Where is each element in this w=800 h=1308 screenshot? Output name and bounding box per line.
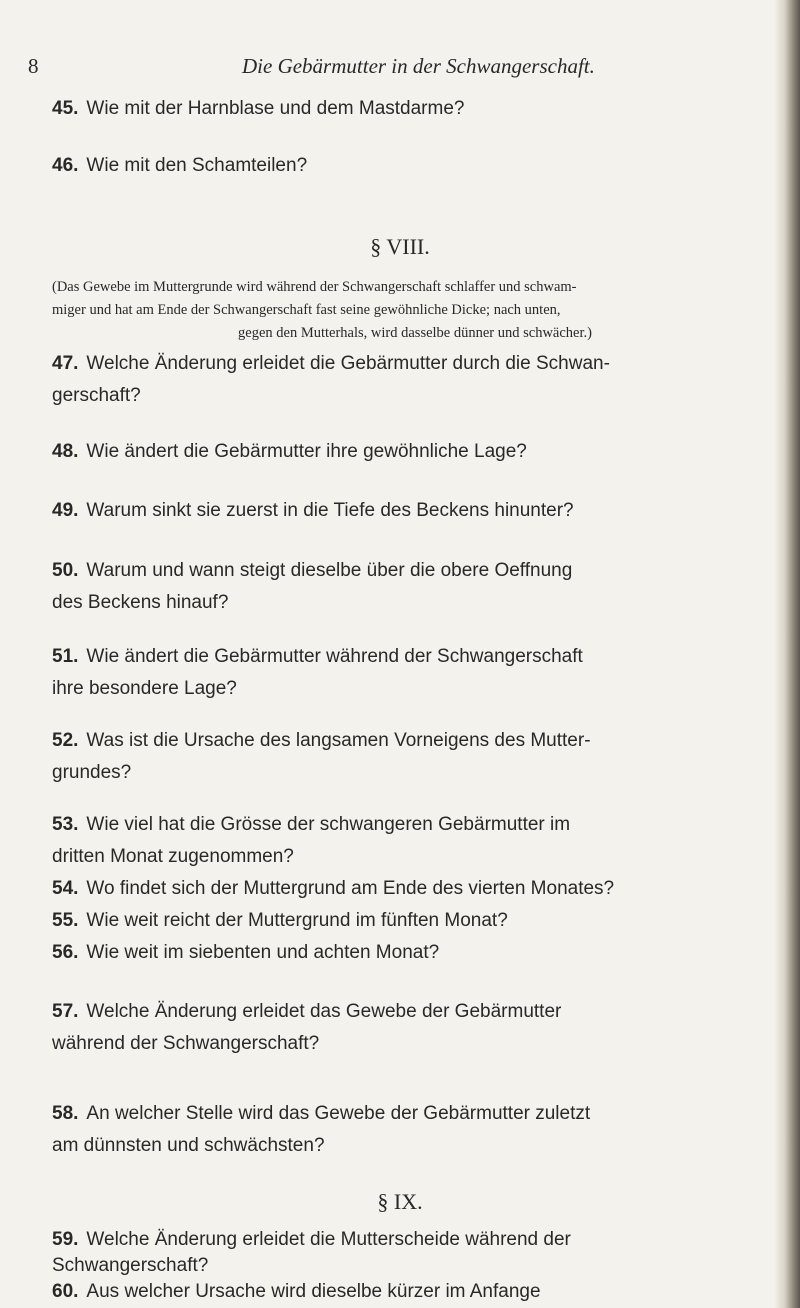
note-line-1-text: (Das Gewebe im Muttergrunde wird während der Schwangerschaft schlaffer und schwam-: [52, 279, 577, 295]
note-line-1: [52, 276, 778, 299]
question-text: Warum sinkt sie zuerst in die Tiefe des Beckens hinunter?: [86, 500, 574, 521]
question-49: [52, 495, 780, 527]
question-50: [52, 555, 780, 619]
note-line-2: [52, 299, 778, 322]
page-number: 8: [28, 54, 39, 78]
question-text: Aus welcher Ursache wird dieselbe kürzer im Anfange: [86, 1281, 541, 1302]
question-46: [52, 150, 780, 182]
question-text: Wie mit den Schamteilen?: [86, 155, 308, 176]
question-number: 53.: [52, 814, 79, 835]
question-text: An welcher Stelle wird das Gewebe der Gebärmutter zuletzt: [86, 1103, 591, 1124]
running-head: Die Gebärmutter in der Schwangerschaft.: [242, 54, 595, 78]
question-text: Wie ändert die Gebärmutter ihre gewöhnliche Lage?: [86, 441, 527, 462]
question-52: [52, 725, 780, 789]
question-text: Was ist die Ursache des langsamen Vorneigens des Mutter-: [86, 730, 591, 751]
question-number: 60.: [52, 1281, 79, 1302]
question-51: [52, 641, 780, 705]
question-53: [52, 809, 780, 873]
question-number: 46.: [52, 155, 79, 176]
question-number: 55.: [52, 910, 79, 931]
question-47: [52, 348, 780, 412]
question-text: Welche Änderung erleidet die Mutterscheide während der: [86, 1229, 571, 1250]
question-text-continued: ihre besondere Lage?: [52, 678, 237, 699]
question-text-continued: am dünnsten und schwächsten?: [52, 1135, 325, 1156]
question-number: 56.: [52, 942, 79, 963]
question-60-continued: [52, 1276, 53, 1277]
question-text-continued: dritten Monat zugenommen?: [52, 846, 294, 867]
question-48: [52, 436, 780, 468]
question-number: 59.: [52, 1229, 79, 1250]
question-text: Wie weit im siebenten und achten Monat?: [86, 942, 440, 963]
note-line-2-text: miger und hat am Ende der Schwangerschaft fast seine gewöhnliche Dicke; nach unten,: [52, 302, 561, 318]
question-60: [52, 1276, 780, 1308]
section-heading-viii: § VIII.: [370, 234, 430, 259]
question-56: [52, 937, 780, 969]
question-text: Warum und wann steigt dieselbe über die obere Oeffnung: [86, 560, 573, 581]
question-54: [52, 873, 780, 905]
question-text: Welche Änderung erleidet das Gewebe der Gebärmutter: [86, 1001, 562, 1022]
question-number: 50.: [52, 560, 79, 581]
question-45: [52, 93, 780, 125]
question-text-continued: Schwangerschaft?: [52, 1255, 209, 1276]
question-number: 57.: [52, 1001, 79, 1022]
question-text: Wie viel hat die Grösse der schwangeren Gebärmutter im: [86, 814, 571, 835]
question-text-continued: des Beckens hinauf?: [52, 592, 229, 613]
question-57: [52, 996, 780, 1060]
question-number: 58.: [52, 1103, 79, 1124]
question-text: Wie weit reicht der Muttergrund im fünften Monat?: [86, 910, 508, 931]
section-heading-ix: § IX.: [377, 1189, 423, 1214]
question-number: 47.: [52, 353, 79, 374]
question-text: Wie mit der Harnblase und dem Mastdarme?: [86, 98, 465, 119]
question-text: Wie ändert die Gebärmutter während der Schwangerschaft: [86, 646, 583, 667]
question-text-continued: gerschaft?: [52, 385, 141, 406]
question-number: 54.: [52, 878, 79, 899]
question-number: 45.: [52, 98, 79, 119]
question-number: 48.: [52, 441, 79, 462]
question-number: 49.: [52, 500, 79, 521]
question-text: Welche Änderung erleidet die Gebärmutter durch die Schwan-: [86, 353, 610, 374]
question-number: 52.: [52, 730, 79, 751]
note-line-3: gegen den Mutterhals, wird dasselbe dünner und schwächer.): [238, 325, 592, 341]
section-note: [52, 276, 778, 345]
question-text-continued: grundes?: [52, 762, 132, 783]
page-header: [28, 54, 748, 84]
question-text-continued: während der Schwangerschaft?: [52, 1033, 320, 1054]
question-number: 51.: [52, 646, 79, 667]
question-55: [52, 905, 780, 937]
question-text: Wo findet sich der Muttergrund am Ende des vierten Monates?: [86, 878, 615, 899]
question-58: [52, 1098, 780, 1162]
